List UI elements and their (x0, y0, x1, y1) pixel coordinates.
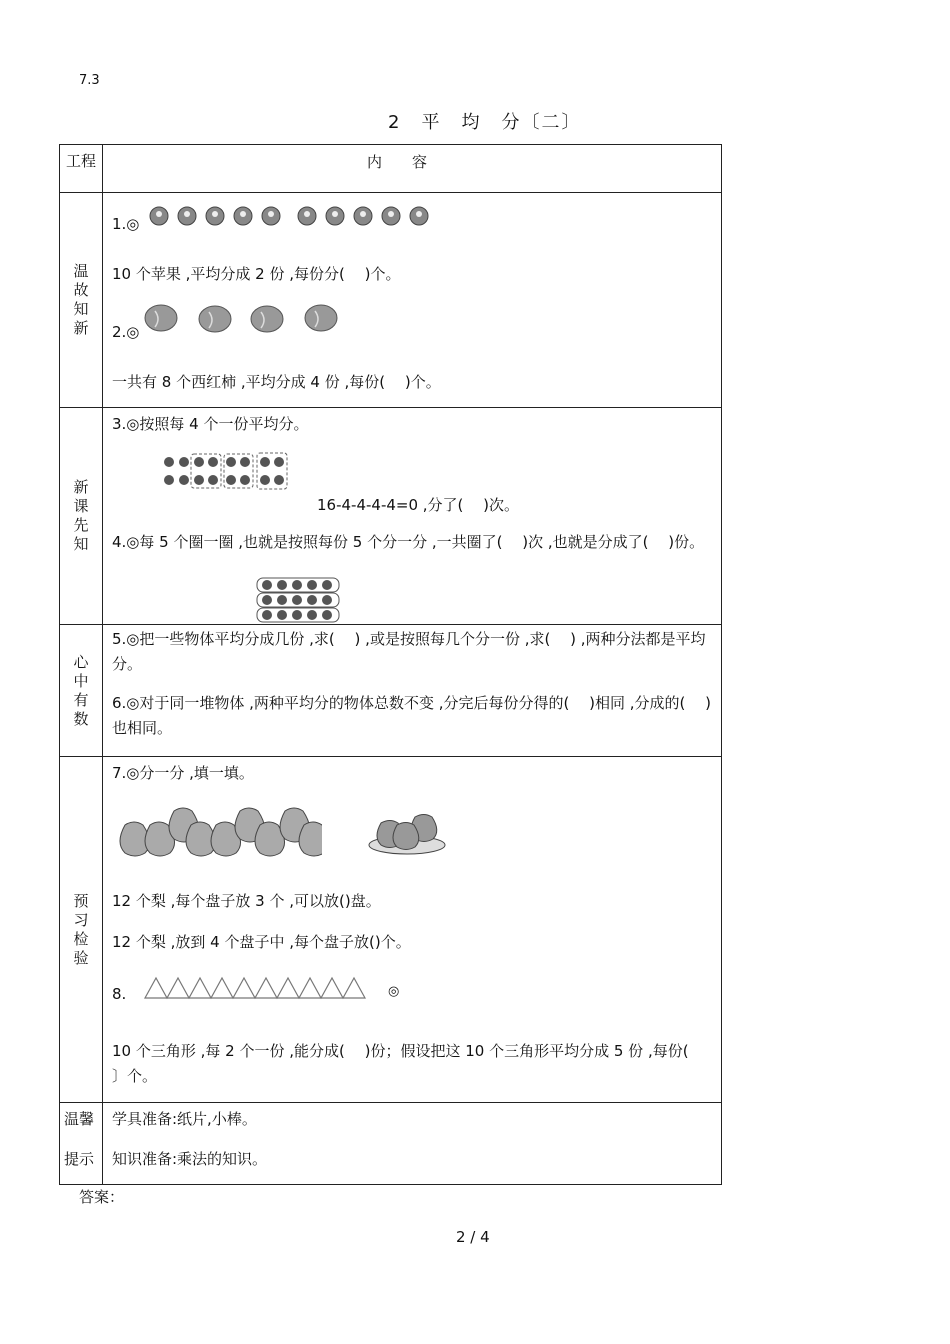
answer-label: 答案： (79, 1188, 125, 1206)
section-preview (60, 757, 722, 1103)
pears-figure (112, 801, 322, 857)
triangles-figure (143, 976, 377, 1000)
q7-text: 7.◎分一分 ,填一填。 (112, 764, 254, 782)
q6-text: 6.◎对于同一堆物体 ,两种平均分的物体总数不变 ,分完后每份分得的( )相同 ,分成的( )也相同。 (112, 694, 711, 737)
q8-mark: ◎ (388, 984, 400, 999)
table-header-row (60, 145, 722, 193)
label-tips: 温馨 提示 (60, 1103, 103, 1185)
label-preview: 预习检验 (60, 757, 103, 1103)
page-number: 2 / 4 (456, 1228, 490, 1246)
q4-text: 4.◎每 5 个圈一圈 ,也就是按照每份 5 个分一分 ,一共圈了( )次 ,也就是分成了( )份。 (112, 533, 705, 551)
pears-on-plate-figure (367, 809, 447, 857)
section-mind (60, 625, 722, 757)
q2-text: 一共有 8 个西红柿 ,平均分成 4 份 ,每份( )个。 (112, 373, 441, 391)
q2-prefix: 2.◎ (112, 323, 140, 341)
label-review: 温故知新 (60, 193, 103, 408)
apples-figure (147, 203, 437, 229)
label-new: 新课先知 (60, 408, 103, 625)
section-new (60, 408, 722, 625)
header-col-item: 工程 (60, 145, 103, 193)
circles-grouping-figure (256, 577, 340, 625)
tomatoes-figure (143, 301, 343, 335)
tips-line2: 知识准备:乘法的知识。 (112, 1150, 268, 1168)
section-review (60, 193, 722, 408)
section-tips (60, 1103, 722, 1185)
page-code: 7.3 (79, 73, 100, 88)
lesson-table (59, 144, 722, 1185)
q3-text: 3.◎按照每 4 个一份平均分。 (112, 415, 309, 433)
q3-equation: 16-4-4-4-4=0 ,分了( )次。 (317, 496, 520, 514)
q1-prefix: 1.◎ (112, 215, 140, 233)
tips-line1: 学具准备:纸片,小棒。 (112, 1110, 257, 1128)
q7-line2: 12 个梨 ,放到 4 个盘子中 ,每个盘子放()个。 (112, 933, 411, 951)
page-title: 2 平 均 分〔二〕 (388, 112, 582, 133)
q5-text: 5.◎把一些物体平均分成几份 ,求( ) ,或是按照每几个分一份 ,求( ) ,两种分法都是平均分。 (112, 630, 706, 673)
header-col-content: 内容 (103, 145, 722, 193)
q1-text: 10 个苹果 ,平均分成 2 份 ,每份分( )个。 (112, 265, 401, 283)
q8-prefix: 8. (112, 985, 127, 1003)
label-mind: 心中有数 (60, 625, 103, 757)
dots-grouping-figure (161, 452, 291, 492)
q7-line1: 12 个梨 ,每个盘子放 3 个 ,可以放()盘。 (112, 892, 381, 910)
q8-text: 10 个三角形 ,每 2 个一份 ,能分成( )份；假设把这 10 个三角形平均分成 5 份 ,每份( 〕个。 (112, 1042, 709, 1085)
